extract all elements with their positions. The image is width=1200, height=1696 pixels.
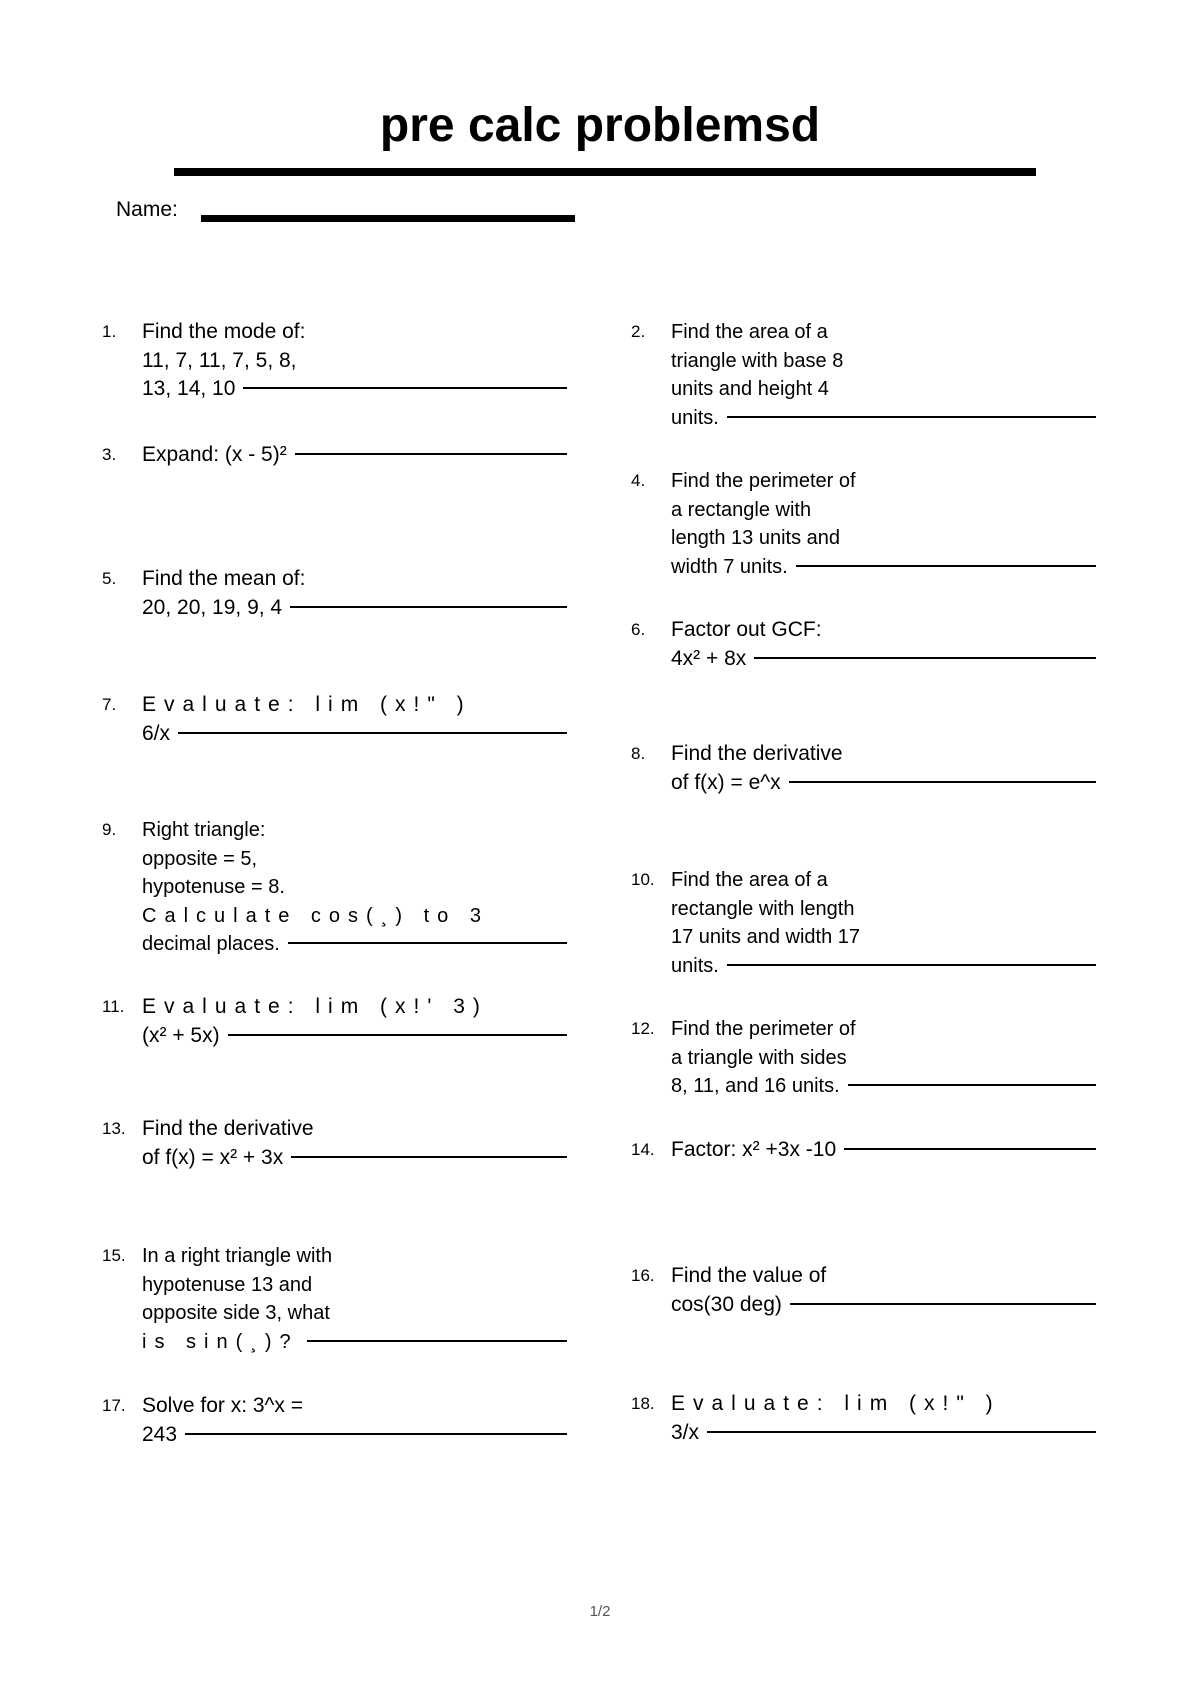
answer-blank[interactable]: [727, 963, 1096, 966]
problem-text-line: Find the derivative: [671, 742, 843, 765]
problem-number: 2.: [631, 322, 646, 341]
problem-text-line: 4x² + 8x: [671, 646, 747, 670]
problem-text-line: units.: [671, 406, 719, 429]
answer-blank[interactable]: [291, 1155, 567, 1158]
problem-number: 3.: [102, 445, 117, 464]
problem-number: 8.: [631, 744, 646, 763]
problem-text-line: Solve for x: 3^x =: [142, 1394, 304, 1417]
problem-text-line: Factor: x² +3x -10: [671, 1138, 837, 1161]
problem-text-line: decimal places.: [142, 933, 280, 955]
problem-text-line: In a right triangle with: [142, 1245, 333, 1267]
answer-blank[interactable]: [243, 386, 567, 389]
problem-text-line: is sin(¸)?: [142, 1330, 299, 1353]
problem-number: 18.: [631, 1394, 655, 1413]
problem-text-line: units.: [671, 954, 719, 977]
problem-number: 9.: [102, 820, 117, 839]
problem-text-line: rectangle with length: [671, 897, 855, 920]
problem-number: 6.: [631, 620, 646, 639]
problem-text-line: Expand: (x - 5)²: [142, 443, 287, 466]
problem-number: 15.: [102, 1246, 126, 1265]
answer-blank[interactable]: [790, 1302, 1096, 1305]
problem-number: 13.: [102, 1119, 126, 1138]
answer-blank[interactable]: [796, 564, 1096, 567]
problem-number: 5.: [102, 569, 117, 588]
problem-number: 17.: [102, 1396, 126, 1415]
name-answer-line[interactable]: [201, 215, 575, 222]
problem-number: 10.: [631, 870, 655, 889]
answer-blank[interactable]: [295, 452, 567, 455]
page-number: 1/2: [589, 1603, 611, 1620]
problem-text-line: hypotenuse = 8.: [142, 876, 285, 898]
problem-text-line: 13, 14, 10: [142, 377, 236, 400]
problem-text-line: 17 units and width 17: [671, 926, 861, 948]
problem-number: 7.: [102, 695, 117, 714]
answer-blank[interactable]: [228, 1033, 567, 1036]
problem-text-line: triangle with base 8: [671, 349, 844, 372]
problem-number: 12.: [631, 1019, 655, 1038]
problem-text-line: Right triangle:: [142, 819, 266, 841]
problem-text-line: a triangle with sides: [671, 1046, 847, 1069]
problem-text-line: Find the area of a: [671, 321, 828, 343]
problem-text-line: opposite = 5,: [142, 847, 258, 870]
title-underline: [174, 168, 1036, 176]
problem-text-line: Find the perimeter of: [671, 1018, 856, 1040]
problem-text-line: Find the value of: [671, 1264, 827, 1287]
problem-text-line: of f(x) = x² + 3x: [142, 1145, 284, 1169]
problem-text-line: 3/x: [671, 1420, 700, 1444]
problem-text-line: 243: [142, 1422, 178, 1446]
problem-text-line: Evaluate: lim (x!" ): [671, 1392, 1001, 1415]
problem-text-line: width 7 units.: [671, 555, 788, 578]
problem-text-line: 11, 7, 11, 7, 5, 8,: [142, 348, 297, 372]
worksheet-title: pre calc problemsd: [379, 99, 821, 152]
problem-text-line: cos(30 deg): [671, 1292, 782, 1316]
problem-text-line: Calculate cos(¸) to 3: [142, 904, 489, 927]
problem-text-line: hypotenuse 13 and: [142, 1273, 313, 1296]
problem-text-line: Find the derivative: [142, 1117, 314, 1140]
problem-text-line: Find the mean of:: [142, 567, 306, 590]
name-label: Name:: [116, 198, 178, 221]
answer-blank[interactable]: [727, 415, 1096, 418]
answer-blank[interactable]: [307, 1339, 567, 1342]
answer-blank[interactable]: [844, 1147, 1096, 1150]
problem-text-line: Find the area of a: [671, 869, 828, 891]
problem-text-line: Evaluate: lim (x!" ): [142, 693, 472, 716]
problem-text-line: Find the mode of:: [142, 320, 306, 343]
problem-text-line: a rectangle with: [671, 498, 812, 521]
answer-blank[interactable]: [789, 780, 1096, 783]
problem-text-line: length 13 units and: [671, 527, 841, 549]
problem-text-line: 20, 20, 19, 9, 4: [142, 595, 283, 619]
answer-blank[interactable]: [178, 731, 567, 734]
problem-text-line: 8, 11, and 16 units.: [671, 1075, 840, 1097]
problem-text-line: Evaluate: lim (x!' 3): [142, 995, 488, 1018]
answer-blank[interactable]: [185, 1432, 567, 1435]
problem-text-line: 6/x: [142, 721, 171, 745]
problem-number: 1.: [102, 322, 117, 341]
answer-blank[interactable]: [290, 605, 567, 608]
problem-number: 11.: [102, 997, 125, 1016]
problem-number: 14.: [631, 1140, 655, 1159]
problem-text-line: of f(x) = e^x: [671, 770, 781, 794]
problem-text-line: opposite side 3, what: [142, 1302, 330, 1324]
problem-number: 4.: [631, 471, 646, 490]
answer-blank[interactable]: [288, 941, 567, 944]
problem-number: 16.: [631, 1266, 655, 1285]
answer-blank[interactable]: [754, 656, 1096, 659]
problem-text-line: Find the perimeter of: [671, 470, 856, 492]
problem-text-line: (x² + 5x): [142, 1023, 220, 1047]
answer-blank[interactable]: [848, 1083, 1096, 1086]
problem-text-line: units and height 4: [671, 378, 829, 400]
answer-blank[interactable]: [707, 1430, 1096, 1433]
problem-text-line: Factor out GCF:: [671, 618, 822, 641]
